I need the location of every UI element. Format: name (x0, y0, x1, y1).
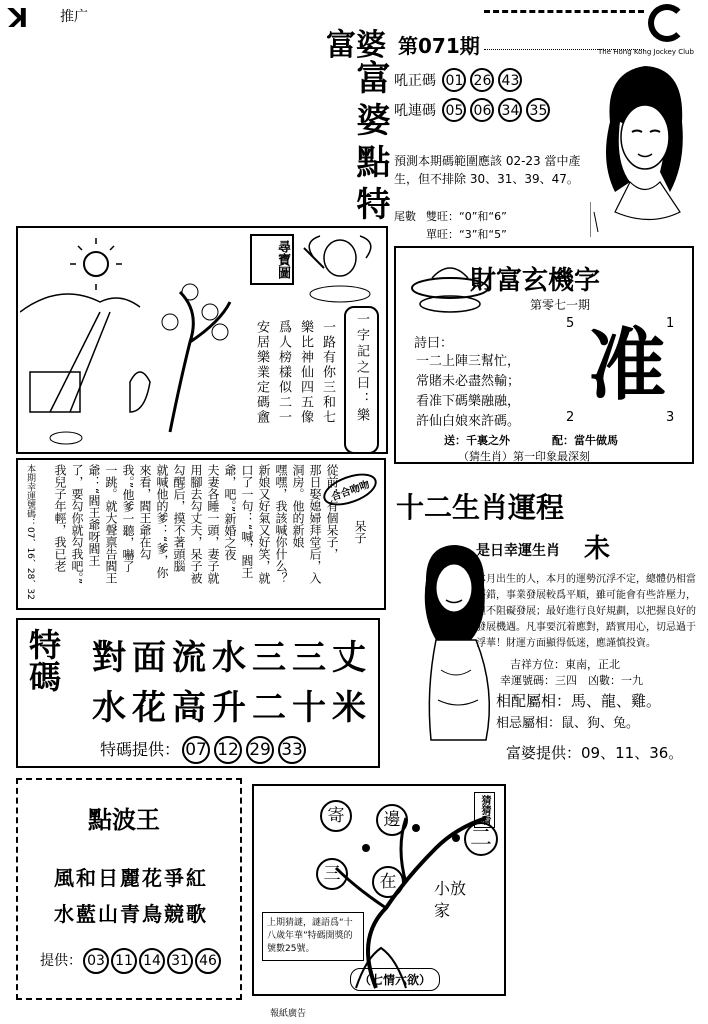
woman-portrait-illustration (590, 52, 700, 242)
zodiac-fupo-numbers: 09、11、36。 (581, 744, 684, 762)
story-badge: 合合吻吻 (319, 467, 381, 512)
header-title: 富婆 (326, 28, 386, 63)
story-column: 來看，閻王爺在勾 (138, 464, 152, 560)
zodiac-numbers: 幸運號碼：三四 凶數：一九 (500, 674, 643, 687)
caifu-poem-line: 許仙白娘來許碼。 (416, 414, 521, 429)
story-column: 我兒子年輕，我已老 (53, 464, 67, 572)
caifu-corner-2: 1 (666, 316, 675, 331)
story-column: 那日娶媳婦拜堂后，入 (308, 464, 322, 584)
tefu-link-row (394, 98, 552, 122)
dianbo-line-1: 風和日麗花爭紅 (54, 866, 208, 890)
dianbo-provide-label: 提供： (40, 953, 82, 969)
tema-number: 33 (278, 736, 306, 764)
cartoon-poem-line: 爲人榜樣似二一 (276, 320, 291, 425)
tefu-main-number: 26 (470, 68, 494, 92)
dianbo-title: 點波王 (88, 805, 160, 834)
tree-char-4: 三 (316, 858, 348, 890)
dianbo-number: 46 (195, 948, 221, 974)
story-column: 夫妻各睡一頭，妻子就 (206, 464, 220, 584)
caifu-corner-1: 5 (566, 316, 575, 331)
story-column: 了，要勾你就勾我吧。” (70, 464, 84, 585)
caifu-title: 財富玄機字 (470, 266, 601, 296)
story-column: 用腳去勾丈夫，呆子被 (189, 464, 203, 584)
tefu-tail-single: 單旺：“3”和“5” (426, 228, 507, 241)
tree-char-3: 二 (464, 822, 498, 856)
corner-mark-icon: ꓘ (8, 4, 29, 34)
caifu-poem-label: 詩曰： (414, 336, 454, 351)
zodiac-match-good: 相配屬相：馬、龍、雞。 (496, 692, 662, 710)
tema-provide-label: 特碼提供： (100, 740, 181, 759)
footer-note: 報紙廣告 (270, 1009, 307, 1019)
corner-note: 推广 (60, 9, 88, 25)
header-issue: 第071期 (398, 34, 480, 58)
tema-line-1: 對面流水三三丈 (92, 638, 372, 678)
tree-answer: （七情六欲） (350, 968, 440, 991)
story-column: 洞房。他的新娘 (291, 464, 305, 548)
story-column: 新娘又好氣又好笑，就 (257, 464, 271, 584)
dianbo-provide-row (40, 948, 222, 974)
tree-char-5: 在 (372, 866, 404, 898)
tefu-tail-label: 尾數 (394, 210, 416, 223)
tree-char-2: 邊 (376, 804, 408, 836)
zodiac-direction: 吉祥方位：東南，正北 (510, 658, 620, 671)
cartoon-poem-line: 安居樂業定碼盦 (254, 320, 269, 425)
tefu-vertical-title: 富婆點特 (350, 60, 390, 228)
dianbo-number: 03 (83, 948, 109, 974)
caifu-poem-line: 常賭未必盡然輸； (416, 374, 521, 389)
tema-number: 12 (214, 736, 242, 764)
story-body (44, 464, 340, 604)
story-column: 從前，有個呆子， (325, 464, 339, 560)
story-column: 口了一句：“喊，閻王 (240, 464, 254, 579)
story-column: 勾醒后，摸不著頭腦 (172, 464, 186, 572)
tefu-link-number: 05 (442, 98, 466, 122)
cupid-illustration (294, 228, 386, 304)
story-author: 呆子 (353, 520, 367, 544)
cartoon-poem (250, 320, 338, 440)
dianbo-number: 11 (111, 948, 137, 974)
zodiac-lucky-label: 是日幸運生肖 (476, 543, 560, 559)
tefu-tail-double: 雙旺：“0”和“6” (426, 210, 507, 223)
story-lucky-label: 本期幸運號碼：07、16、28、32 (25, 464, 35, 600)
story-column: 爺：“閻王爺呀閻王 (87, 464, 101, 567)
caifu-poem-line: 看准下碼樂融融， (416, 394, 521, 409)
tefu-link-number: 06 (470, 98, 494, 122)
zodiac-text: 本月出生的人，本月的運勢沉浮不定，總體仍相當不錯，事業發展較爲平順，雖可能會有些許壓力，但不阻礙發展；最好進行良好規劃，以把握良好的發展機遇。凡事要沉着應對，踏實用心，切忌過于浮華！財運方面顯得低迷，應謹慎投資。 (476, 574, 696, 649)
horseshoe-logo-icon (648, 4, 686, 42)
tema-provide-row (100, 736, 308, 764)
zodiac-match-bad: 相忌屬相：鼠、狗、兔。 (496, 716, 640, 731)
tefu-link-number: 34 (498, 98, 522, 122)
tree-char-1: 寄 (320, 800, 352, 832)
cartoon-poem-line: 一路有你三和七 (320, 320, 335, 425)
caifu-footer-b: 配：當牛做馬 (552, 434, 618, 447)
caifu-big-char: 准 (588, 320, 667, 411)
tree-cartoon-illustration (20, 232, 240, 448)
zodiac-fupo-row (506, 742, 683, 763)
tefu-main-number: 43 (498, 68, 522, 92)
caifu-poem (416, 352, 520, 432)
header-club: The Hong Kong Jockey Club (598, 48, 694, 56)
tree-previous: 上期猜謎，謎語爲“十八歲年華”特碼開獎的號數25號。 (262, 912, 364, 961)
story-column: 我。”他爹一聽，嚇了 (121, 464, 135, 573)
story-column: 一跳。就大聲禀告閻王 (104, 464, 118, 584)
cartoon-poem-line: 樂比神仙四五像 (298, 320, 313, 425)
story-column: 爺，吧。”新婚之夜 (223, 464, 237, 561)
zodiac-fupo-label: 富婆提供： (506, 744, 582, 762)
dianbo-line-2: 水藍山青鳥競歌 (54, 902, 208, 926)
tefu-main-row (394, 68, 524, 92)
tefu-link-number: 35 (526, 98, 550, 122)
caifu-footer-a: 送：千裏之外 (444, 434, 510, 447)
zodiac-title: 十二生肖運程 (396, 491, 565, 524)
story-column: 嘿嘿，我該喊你什么？ (274, 464, 288, 584)
cartoon-badge: 尋寶圖 (250, 234, 294, 285)
tefu-main-number: 01 (442, 68, 466, 92)
tema-line-2: 水花高升二十米 (92, 688, 372, 728)
caifu-issue: 第零七一期 (530, 298, 591, 312)
dianbo-number: 31 (167, 948, 193, 974)
tefu-prediction: 預測本期碼範圍應該 02-23 當中產生，但不排除 30、31、39、47。 (394, 154, 581, 186)
tema-number: 29 (246, 736, 274, 764)
tefu-main-label: 吼正碼 (394, 73, 436, 89)
caifu-poem-line: 一二上陣三幫忙， (416, 354, 521, 369)
dianbo-number: 14 (139, 948, 165, 974)
cartoon-scroll-title: 一字記之曰：樂 (344, 306, 379, 454)
caifu-corner-4: 3 (666, 410, 675, 425)
caifu-corner-3: 2 (566, 410, 575, 425)
tree-side-text: 小放家 (434, 879, 467, 920)
tefu-link-label: 吼連碼 (394, 103, 436, 119)
story-column: 就喊他的爹：“爹，你 (155, 464, 169, 579)
caifu-footer-c: （猜生肖）第一印象最深刻 (458, 450, 590, 463)
tree-badge: 猜猜看 (474, 792, 495, 828)
zodiac-lucky-animal: 未 (584, 534, 611, 564)
header-decoration (484, 10, 644, 50)
tema-number: 07 (182, 736, 210, 764)
tema-side-title: 特碼 (24, 628, 62, 692)
